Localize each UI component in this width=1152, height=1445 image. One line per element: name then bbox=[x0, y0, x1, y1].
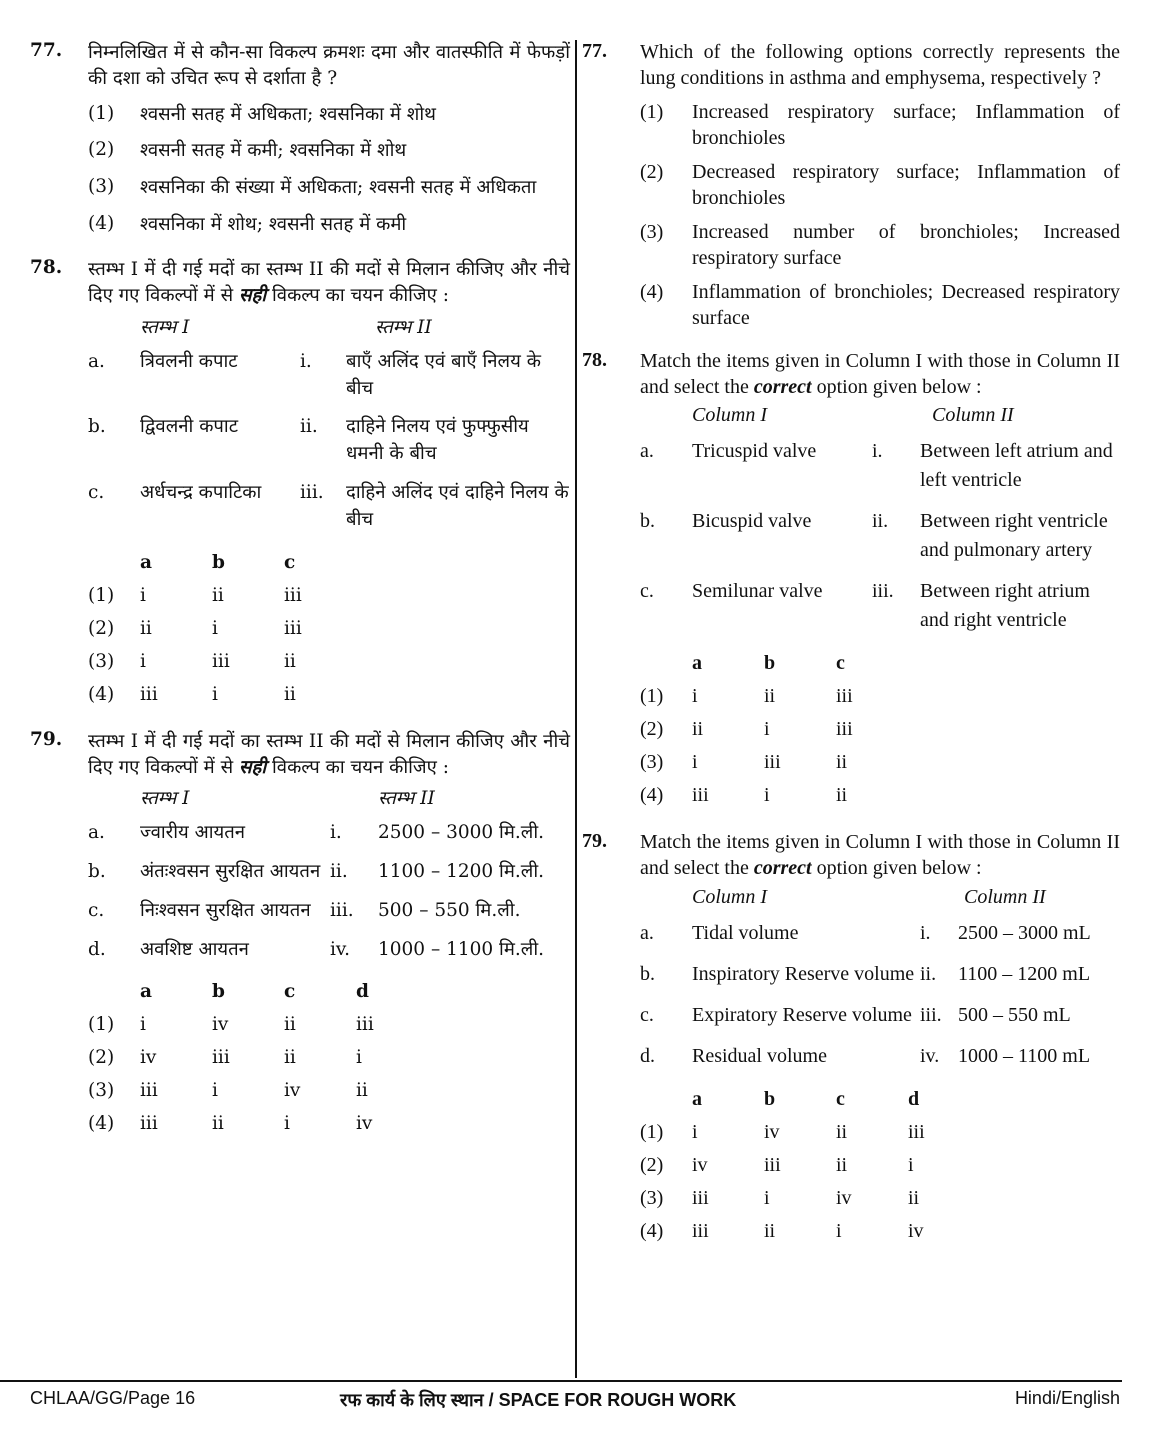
option-value: iii bbox=[692, 1186, 709, 1209]
option-text: Inflammation of bronchioles; Decreased respiratory surface bbox=[692, 281, 1120, 330]
answer-option bbox=[88, 1008, 570, 1041]
row-numeral: ii. bbox=[330, 860, 348, 882]
answer-column-header: a bbox=[692, 1087, 702, 1110]
answer-option bbox=[640, 713, 1120, 746]
column-headers bbox=[140, 314, 570, 339]
answer-header-row bbox=[88, 975, 570, 1008]
column-i-header: Column I bbox=[692, 885, 767, 908]
question-text-start: स्तम्भ I में दी गई मदों का स्तम्भ II की मदों से मिलान कीजिए और नीचे दिए गए विकल्पों में से bbox=[88, 259, 570, 307]
question-text bbox=[88, 257, 570, 310]
column-ii-header: Column II bbox=[932, 404, 1014, 427]
answer-header-row bbox=[88, 546, 570, 579]
option-number: (1) bbox=[640, 1120, 664, 1143]
question-text bbox=[640, 830, 1120, 881]
page-code: CHLAA/GG/Page 16 bbox=[30, 1388, 196, 1408]
column-ii-item: 2500 – 3000 mL bbox=[958, 921, 1091, 944]
option-value: i bbox=[212, 1080, 218, 1102]
option-item bbox=[640, 219, 1120, 271]
emphasis-word: correct bbox=[753, 856, 812, 879]
hindi-column bbox=[30, 40, 570, 1158]
option-value: ii bbox=[284, 1047, 296, 1069]
answer-options bbox=[640, 647, 1120, 812]
row-numeral: iii. bbox=[872, 580, 894, 603]
option-text: श्वसनिका में शोथ; श्वसनी सतह में कमी bbox=[140, 213, 407, 235]
option-value: ii bbox=[284, 650, 296, 672]
row-numeral: ii. bbox=[920, 962, 937, 985]
option-value: iii bbox=[764, 1153, 781, 1176]
option-value: i bbox=[836, 1219, 842, 1242]
question-body bbox=[640, 40, 1120, 331]
option-value: iii bbox=[692, 784, 709, 807]
option-value: iv bbox=[140, 1047, 157, 1069]
question-text: Which of the following options correctly represents the lung conditions in asthma and emphysema, respectively ? bbox=[640, 41, 1120, 89]
answer-column-header: c bbox=[836, 652, 845, 675]
match-row bbox=[640, 507, 1120, 565]
option-text: Increased number of bronchioles; Increased respiratory surface bbox=[692, 221, 1120, 270]
option-value: iii bbox=[284, 584, 302, 606]
question-79 bbox=[30, 729, 570, 1141]
option-value: iii bbox=[212, 1047, 230, 1069]
option-number: (2) bbox=[88, 1047, 115, 1069]
row-letter: c. bbox=[640, 580, 654, 603]
option-value: ii bbox=[764, 685, 776, 708]
question-body bbox=[640, 349, 1120, 812]
option-value: iii bbox=[836, 685, 853, 708]
option-number: (3) bbox=[88, 175, 115, 197]
answer-column-header: c bbox=[284, 981, 296, 1003]
option-value: iii bbox=[284, 617, 302, 639]
column-ii-header: स्तम्भ II bbox=[375, 316, 432, 338]
answer-column-header: b bbox=[212, 551, 225, 573]
option-item bbox=[640, 279, 1120, 331]
answer-option bbox=[88, 1107, 570, 1140]
option-number: (4) bbox=[88, 683, 115, 705]
question-body bbox=[640, 830, 1120, 1247]
match-row bbox=[640, 577, 1120, 635]
option-number: (2) bbox=[88, 139, 115, 161]
emphasis-word: correct bbox=[753, 375, 812, 398]
option-number: (2) bbox=[640, 1153, 664, 1176]
match-row bbox=[88, 859, 570, 886]
answer-options bbox=[88, 975, 570, 1140]
option-value: iv bbox=[692, 1153, 708, 1176]
match-row bbox=[88, 414, 570, 468]
question-number: 79. bbox=[582, 830, 607, 853]
option-value: iv bbox=[284, 1080, 301, 1102]
option-value: i bbox=[908, 1153, 914, 1176]
row-numeral: iii. bbox=[300, 482, 324, 503]
option-value: iv bbox=[212, 1014, 229, 1036]
option-value: iii bbox=[908, 1120, 925, 1143]
column-i-item: निःश्वसन सुरक्षित आयतन bbox=[140, 899, 311, 921]
option-item bbox=[88, 211, 570, 240]
option-number: (4) bbox=[88, 1113, 115, 1135]
option-value: ii bbox=[764, 1219, 776, 1242]
row-letter: b. bbox=[640, 962, 655, 985]
column-i-item: Bicuspid valve bbox=[692, 510, 812, 533]
row-letter: d. bbox=[640, 1044, 655, 1067]
option-item bbox=[640, 159, 1120, 211]
option-number: (3) bbox=[88, 1080, 115, 1102]
match-row bbox=[88, 898, 570, 925]
match-row bbox=[640, 960, 1120, 989]
answer-option bbox=[640, 746, 1120, 779]
row-numeral: ii. bbox=[872, 510, 889, 533]
answer-option bbox=[640, 1182, 1120, 1215]
match-row bbox=[640, 919, 1120, 948]
option-value: ii bbox=[836, 1153, 848, 1176]
question-79 bbox=[582, 830, 1120, 1247]
option-value: iv bbox=[908, 1219, 924, 1242]
column-i-item: Tidal volume bbox=[692, 921, 799, 944]
row-letter: a. bbox=[640, 440, 654, 463]
question-body bbox=[88, 40, 570, 239]
option-number: (2) bbox=[88, 617, 115, 639]
option-number: (3) bbox=[640, 1186, 664, 1209]
column-i-item: अवशिष्ट आयतन bbox=[140, 938, 249, 960]
answer-option bbox=[88, 645, 570, 678]
column-ii-item: दाहिने अलिंद एवं दाहिने निलय के बीच bbox=[346, 482, 569, 530]
match-row bbox=[88, 937, 570, 964]
option-value: iii bbox=[140, 1080, 158, 1102]
question-body bbox=[88, 257, 570, 710]
match-row bbox=[88, 820, 570, 847]
question-text bbox=[88, 729, 570, 782]
option-value: ii bbox=[836, 751, 848, 774]
option-item bbox=[88, 137, 570, 166]
page-footer bbox=[30, 1388, 1120, 1418]
option-value: i bbox=[764, 718, 770, 741]
column-i-item: अंतःश्वसन सुरक्षित आयतन bbox=[140, 860, 321, 882]
rough-work-label: रफ कार्य के लिए स्थान / SPACE FOR ROUGH WORK bbox=[340, 1390, 737, 1410]
column-ii-item: Between right ventricle and pulmonary artery bbox=[920, 510, 1108, 562]
answer-column-header: c bbox=[284, 551, 296, 573]
column-ii-item: 1000 – 1100 mL bbox=[958, 1044, 1091, 1067]
option-value: ii bbox=[284, 683, 296, 705]
question-text-end: option given below : bbox=[811, 375, 982, 398]
option-number: (3) bbox=[640, 751, 664, 774]
language-label: Hindi/English bbox=[1014, 1388, 1120, 1408]
question-text: निम्नलिखित में से कौन-सा विकल्प क्रमशः दमा और वातस्फीति में फेफड़ों की दशा को उचित रूप से दर्शाता है ? bbox=[88, 42, 570, 90]
answer-column-header: b bbox=[212, 981, 225, 1003]
column-ii-header: Column II bbox=[964, 885, 1046, 908]
option-number: (1) bbox=[88, 1014, 115, 1036]
column-i-item: Semilunar valve bbox=[692, 580, 823, 603]
question-text-start: स्तम्भ I में दी गई मदों का स्तम्भ II की मदों से मिलान कीजिए और नीचे दिए गए विकल्पों में से bbox=[88, 730, 570, 778]
option-value: i bbox=[692, 1120, 698, 1143]
answer-column-header: b bbox=[764, 1087, 776, 1110]
option-number: (3) bbox=[640, 221, 664, 244]
row-numeral: i. bbox=[330, 822, 342, 844]
row-letter: a. bbox=[640, 921, 654, 944]
row-letter: b. bbox=[640, 510, 655, 533]
option-item bbox=[88, 101, 570, 130]
column-headers bbox=[140, 785, 570, 810]
column-i-item: Residual volume bbox=[692, 1044, 827, 1067]
option-value: ii bbox=[692, 718, 704, 741]
column-ii-item: 1100 – 1200 mL bbox=[958, 962, 1091, 985]
answer-column-header: c bbox=[836, 1087, 845, 1110]
row-numeral: ii. bbox=[300, 416, 318, 438]
column-headers bbox=[692, 886, 1120, 909]
row-letter: c. bbox=[88, 899, 105, 921]
question-text bbox=[640, 349, 1120, 400]
question-77 bbox=[582, 40, 1120, 331]
footer-divider bbox=[0, 1380, 1122, 1382]
question-number: 77. bbox=[30, 40, 63, 61]
row-numeral: iii. bbox=[330, 899, 354, 921]
match-row bbox=[88, 349, 570, 403]
row-numeral: iv. bbox=[920, 1044, 940, 1067]
answer-column-header: b bbox=[764, 652, 776, 675]
option-text: Increased respiratory surface; Inflammation of bronchioles bbox=[692, 101, 1120, 150]
option-value: ii bbox=[356, 1080, 368, 1102]
column-i-item: त्रिवलनी कपाट bbox=[140, 350, 238, 372]
row-numeral: iii. bbox=[920, 1003, 942, 1026]
answer-option bbox=[640, 1215, 1120, 1248]
question-number: 79. bbox=[30, 728, 63, 750]
question-text-start: Match the items given in Column I with those in Column II and select the bbox=[640, 350, 1120, 398]
option-value: i bbox=[212, 683, 218, 705]
option-value: iii bbox=[212, 650, 230, 672]
option-item bbox=[640, 99, 1120, 151]
english-column bbox=[582, 40, 1120, 1266]
answer-option bbox=[640, 779, 1120, 812]
question-body bbox=[88, 729, 570, 1141]
option-number: (1) bbox=[640, 101, 664, 124]
question-78 bbox=[582, 349, 1120, 812]
question-78 bbox=[30, 257, 570, 710]
column-ii-item: Between left atrium and left ventricle bbox=[920, 440, 1113, 492]
row-numeral: i. bbox=[872, 440, 883, 463]
option-value: i bbox=[212, 617, 218, 639]
option-value: i bbox=[764, 784, 770, 807]
column-i-item: अर्धचन्द्र कपाटिका bbox=[140, 482, 262, 503]
option-value: i bbox=[692, 751, 698, 774]
column-ii-item: दाहिने निलय एवं फुफ्फुसीय धमनी के बीच bbox=[346, 416, 529, 465]
column-ii-item: 500 – 550 मि.ली. bbox=[378, 899, 521, 921]
option-number: (4) bbox=[640, 281, 664, 304]
option-text: श्वसनी सतह में अधिकता; श्वसनिका में शोथ bbox=[140, 103, 436, 125]
row-letter: c. bbox=[88, 482, 105, 503]
answer-option bbox=[88, 1041, 570, 1074]
row-numeral: i. bbox=[300, 350, 312, 372]
question-number: 78. bbox=[582, 349, 607, 372]
row-letter: b. bbox=[88, 860, 106, 882]
option-value: iv bbox=[356, 1113, 373, 1135]
question-text-end: option given below : bbox=[811, 856, 982, 879]
option-value: ii bbox=[212, 1113, 224, 1135]
answer-column-header: a bbox=[140, 551, 152, 573]
emphasis-word: सही bbox=[239, 285, 267, 307]
answer-header-row bbox=[640, 647, 1120, 680]
answer-option bbox=[88, 678, 570, 711]
answer-options bbox=[88, 546, 570, 711]
answer-column-header: a bbox=[692, 652, 702, 675]
match-row bbox=[640, 437, 1120, 495]
column-ii-item: 500 – 550 mL bbox=[958, 1003, 1071, 1026]
option-number: (1) bbox=[640, 685, 664, 708]
row-letter: b. bbox=[88, 416, 106, 438]
option-text: श्वसनी सतह में कमी; श्वसनिका में शोथ bbox=[140, 140, 407, 162]
column-ii-item: 2500 – 3000 मि.ली. bbox=[378, 822, 545, 844]
answer-option bbox=[640, 1149, 1120, 1182]
question-text-end: विकल्प का चयन कीजिए : bbox=[266, 285, 449, 307]
option-number: (1) bbox=[88, 584, 115, 606]
row-numeral: iv. bbox=[330, 938, 351, 960]
emphasis-word: सही bbox=[239, 756, 267, 778]
question-text-end: विकल्प का चयन कीजिए : bbox=[266, 756, 449, 778]
option-value: iii bbox=[140, 683, 158, 705]
column-i-header: स्तम्भ I bbox=[140, 316, 190, 338]
option-number: (1) bbox=[88, 102, 115, 124]
column-i-item: द्विवलनी कपाट bbox=[140, 416, 239, 438]
option-number: (2) bbox=[640, 718, 664, 741]
option-value: iv bbox=[764, 1120, 780, 1143]
column-ii-item: 1100 – 1200 मि.ली. bbox=[378, 860, 545, 882]
option-value: iv bbox=[836, 1186, 852, 1209]
option-number: (2) bbox=[640, 161, 664, 184]
option-value: iii bbox=[356, 1014, 374, 1036]
option-number: (3) bbox=[88, 650, 115, 672]
option-value: iii bbox=[836, 718, 853, 741]
question-77 bbox=[30, 40, 570, 239]
option-number: (4) bbox=[88, 212, 115, 234]
row-letter: a. bbox=[88, 350, 105, 372]
column-i-header: Column I bbox=[692, 404, 767, 427]
column-i-item: Tricuspid valve bbox=[692, 440, 817, 463]
column-ii-item: बाएँ अलिंद एवं बाएँ निलय के बीच bbox=[346, 350, 541, 399]
option-value: ii bbox=[284, 1014, 296, 1036]
answer-option bbox=[640, 1116, 1120, 1149]
question-number: 78. bbox=[30, 257, 63, 279]
answer-options bbox=[640, 1083, 1120, 1248]
answer-header-row bbox=[640, 1083, 1120, 1116]
option-value: i bbox=[284, 1113, 290, 1135]
option-value: i bbox=[140, 584, 146, 606]
option-value: iii bbox=[140, 1113, 158, 1135]
option-value: ii bbox=[212, 584, 224, 606]
answer-option bbox=[88, 1074, 570, 1107]
answer-column-header: d bbox=[356, 981, 369, 1003]
option-value: ii bbox=[908, 1186, 920, 1209]
option-number: (4) bbox=[640, 1219, 664, 1242]
answer-column-header: d bbox=[908, 1087, 920, 1110]
column-headers bbox=[692, 404, 1120, 427]
answer-option bbox=[88, 612, 570, 645]
option-text: Decreased respiratory surface; Inflammation of bronchioles bbox=[692, 161, 1120, 210]
option-value: i bbox=[764, 1186, 770, 1209]
row-letter: a. bbox=[88, 822, 105, 844]
question-text-start: Match the items given in Column I with those in Column II and select the bbox=[640, 831, 1120, 879]
option-text: श्वसनिका की संख्या में अधिकता; श्वसनी सतह में अधिकता bbox=[140, 176, 537, 198]
match-row bbox=[640, 1042, 1120, 1071]
option-value: iii bbox=[764, 751, 781, 774]
row-letter: c. bbox=[640, 1003, 654, 1026]
option-number: (4) bbox=[640, 784, 664, 807]
option-value: ii bbox=[140, 617, 152, 639]
option-value: iii bbox=[692, 1219, 709, 1242]
column-ii-header: स्तम्भ II bbox=[378, 788, 435, 810]
column-divider bbox=[575, 40, 577, 1378]
column-i-item: Expiratory Reserve volume bbox=[692, 1003, 912, 1026]
option-value: i bbox=[356, 1047, 362, 1069]
option-value: i bbox=[140, 1014, 146, 1036]
option-value: ii bbox=[836, 1120, 848, 1143]
match-row bbox=[88, 480, 570, 534]
option-value: i bbox=[692, 685, 698, 708]
option-value: i bbox=[140, 650, 146, 672]
column-i-header: स्तम्भ I bbox=[140, 788, 190, 810]
column-i-item: ज्वारीय आयतन bbox=[140, 822, 246, 844]
answer-option bbox=[88, 579, 570, 612]
answer-option bbox=[640, 680, 1120, 713]
row-numeral: i. bbox=[920, 921, 931, 944]
question-number: 77. bbox=[582, 40, 607, 62]
column-i-item: Inspiratory Reserve volume bbox=[692, 962, 915, 985]
match-row bbox=[640, 1001, 1120, 1030]
row-letter: d. bbox=[88, 938, 106, 960]
answer-column-header: a bbox=[140, 981, 152, 1003]
column-ii-item: 1000 – 1100 मि.ली. bbox=[378, 938, 545, 960]
option-item bbox=[88, 174, 570, 203]
option-value: ii bbox=[836, 784, 848, 807]
column-ii-item: Between right atrium and right ventricle bbox=[920, 580, 1090, 632]
